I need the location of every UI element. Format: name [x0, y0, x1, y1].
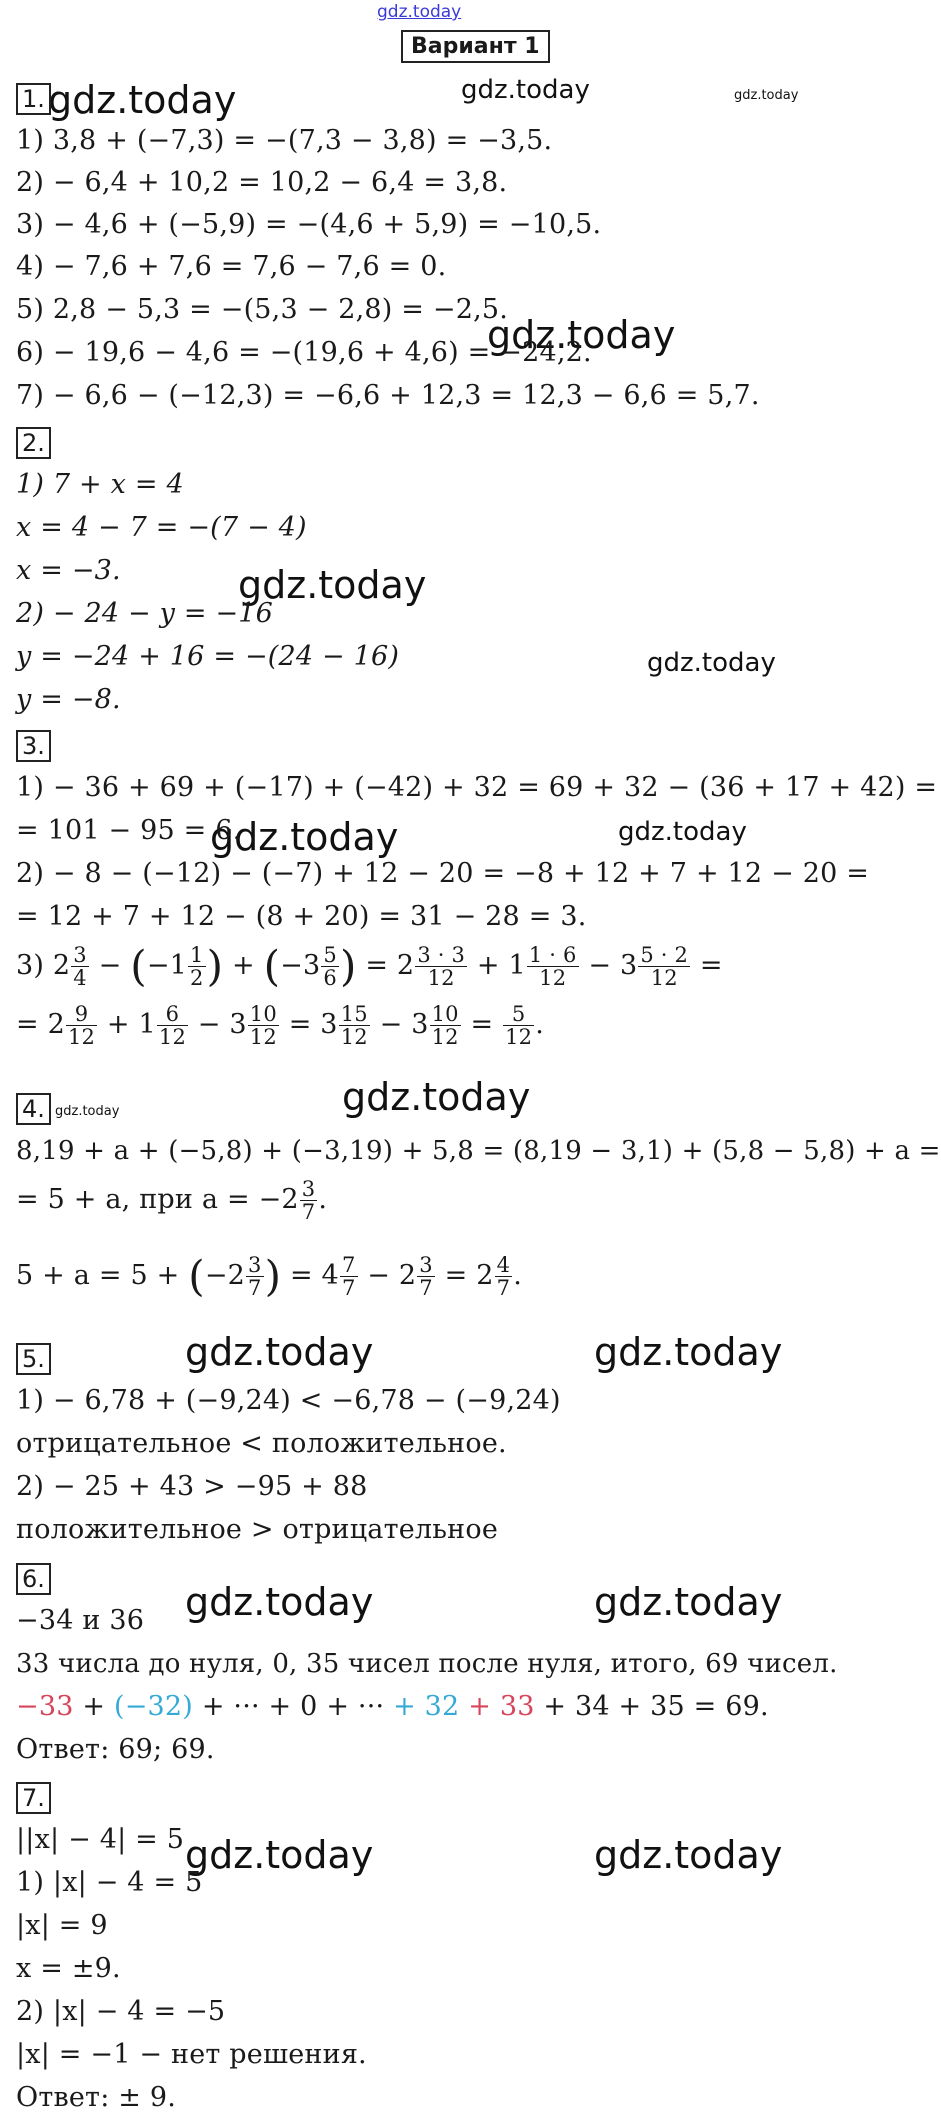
- solution-line: 2) − 6,4 + 10,2 = 10,2 − 6,4 = 3,8.: [16, 167, 508, 198]
- numerator: 3: [419, 1253, 433, 1277]
- solution-line: = 101 − 95 = 6.: [16, 815, 242, 846]
- watermark: gdz.today: [238, 563, 427, 607]
- denominator: 4: [73, 966, 87, 990]
- watermark: gdz.today: [734, 88, 799, 103]
- text-fragment: = 2: [356, 950, 415, 981]
- solution-line: 4) − 7,6 + 7,6 = 7,6 − 7,6 = 0.: [16, 251, 447, 282]
- solution-line: 2) − 25 + 43 > −95 + 88: [16, 1471, 368, 1502]
- fraction-line: 3) 2 $\frac{3}{4}$ − (−1 $\frac{1}{2}$ ) + (−3 $\frac{5}{6}$ ) = 2 $\frac{3 \cdot 3}{12}$ + 1 $\frac{1 \cdot 6}{12}$ − 3 $\frac{5 \cdot 2}{12}$ =: [16, 941, 723, 991]
- denominator: 7: [248, 1276, 262, 1300]
- watermark: gdz.today: [48, 78, 237, 122]
- text-fragment: .: [535, 1009, 545, 1040]
- text-fragment: −3: [280, 950, 321, 981]
- solution-line: 1) |x| − 4 = 5: [16, 1867, 203, 1898]
- fraction: [66, 1003, 97, 1048]
- denominator: 2: [190, 966, 204, 990]
- fraction: [495, 1254, 513, 1299]
- denominator: 7: [496, 1276, 511, 1300]
- solution-line: x = 4 − 7 = −(7 − 4): [16, 512, 307, 543]
- solution-line: ||x| − 4| = 5: [16, 1824, 185, 1855]
- solution-line: 1) 3,8 + (−7,3) = −(7,3 − 3,8) = −3,5.: [16, 125, 553, 156]
- task-number: 7.: [16, 1782, 51, 1814]
- numerator: 10: [249, 1002, 277, 1026]
- text-fragment: − 2: [358, 1260, 417, 1291]
- denominator: 12: [340, 1025, 368, 1049]
- watermark: gdz.today: [461, 75, 590, 105]
- watermark: gdz.today: [185, 1330, 374, 1374]
- task-number: 1.: [16, 83, 51, 115]
- denominator: 12: [67, 1025, 96, 1049]
- variant-title: Вариант 1: [401, 30, 550, 63]
- numerator: 1 · 6: [528, 943, 577, 967]
- solution-line: положительное > отрицательное: [16, 1514, 499, 1545]
- fraction: [300, 1178, 318, 1223]
- solution-line: |x| = 9: [16, 1910, 108, 1941]
- answer-line: Ответ: 69; 69.: [16, 1734, 215, 1765]
- numerator: 3: [301, 1177, 316, 1201]
- denominator: 7: [341, 1276, 356, 1300]
- solution-line: 1) 7 + x = 4: [16, 469, 184, 500]
- denominator: 12: [249, 1025, 277, 1049]
- task-number: 6.: [16, 1563, 51, 1595]
- solution-line: x = ±9.: [16, 1953, 121, 1984]
- fraction: [430, 1003, 461, 1048]
- solution-line: 1) − 6,78 + (−9,24) < −6,78 − (−9,24): [16, 1385, 561, 1416]
- text-fragment: = 2: [435, 1260, 494, 1291]
- numerator: 7: [341, 1253, 356, 1277]
- fraction: [340, 1254, 358, 1299]
- task-number: 3.: [16, 730, 51, 762]
- text-fragment: + 1: [98, 1009, 156, 1040]
- numerator: 15: [340, 1002, 368, 1026]
- fraction: [638, 944, 690, 989]
- fraction: [321, 944, 339, 989]
- task-number: 2.: [16, 427, 51, 459]
- text-fragment: −: [89, 950, 131, 981]
- text-fragment: − 3: [370, 1009, 429, 1040]
- watermark: gdz.today: [618, 817, 747, 847]
- fraction: [527, 944, 579, 989]
- fraction: [248, 1003, 279, 1048]
- solution-line: 5) 2,8 − 5,3 = −(5,3 − 2,8) = −2,5.: [16, 294, 509, 325]
- numerator: 5: [323, 943, 337, 967]
- watermark: gdz.today: [647, 648, 776, 678]
- solution-line: 33 числа до нуля, 0, 35 чисел после нуля, итого, 69 чисел.: [16, 1649, 838, 1679]
- watermark: gdz.today: [594, 1330, 783, 1374]
- solution-line: 2) − 8 − (−12) − (−7) + 12 − 20 = −8 + 12 + 7 + 12 − 20 =: [16, 858, 870, 889]
- text-fragment: − 3: [579, 950, 638, 981]
- solution-line: 6) − 19,6 − 4,6 = −(19,6 + 4,6) = −24,2.: [16, 337, 592, 368]
- solution-line: y = −8.: [16, 684, 121, 715]
- text-fragment: + 1: [468, 950, 526, 981]
- solution-line: 7) − 6,6 − (−12,3) = −6,6 + 12,3 = 12,3 − 6,6 = 5,7.: [16, 380, 760, 411]
- denominator: 7: [419, 1276, 433, 1300]
- denominator: 12: [427, 966, 455, 990]
- denominator: 12: [539, 966, 567, 990]
- text-fragment: .: [318, 1184, 328, 1215]
- denominator: 6: [323, 966, 337, 990]
- text-fragment: +: [73, 1691, 114, 1722]
- numerator: 1: [190, 943, 204, 967]
- solution-line: −34 и 36: [16, 1605, 145, 1636]
- colored-sum-line: [16, 1689, 769, 1725]
- watermark: gdz.today: [594, 1580, 783, 1624]
- fraction: [157, 1003, 188, 1048]
- text-fragment: −33: [16, 1691, 74, 1722]
- text-fragment: + ··· + 0 + ···: [193, 1691, 394, 1722]
- fraction: [503, 1003, 534, 1048]
- answer-line: Ответ: ± 9.: [16, 2082, 177, 2113]
- numerator: 3 · 3: [417, 943, 466, 967]
- text-fragment: + 32: [393, 1691, 460, 1722]
- text-fragment: = 3: [279, 1009, 338, 1040]
- fraction: [415, 944, 467, 989]
- header-watermark: gdz.today: [377, 2, 462, 22]
- watermark: gdz.today: [487, 313, 676, 357]
- watermark: gdz.today: [185, 1833, 374, 1877]
- numerator: 3: [248, 1253, 262, 1277]
- numerator: 10: [431, 1002, 459, 1026]
- task-number: 5.: [16, 1343, 51, 1375]
- text-fragment: − 3: [189, 1009, 247, 1040]
- numerator: 9: [66, 1003, 97, 1026]
- text-fragment: 5 + a = 5 +: [16, 1260, 189, 1291]
- text-fragment: =: [691, 950, 723, 981]
- solution-line: отрицательное < положительное.: [16, 1428, 507, 1459]
- solution-line: x = −3.: [16, 555, 121, 586]
- text-fragment: .: [513, 1260, 522, 1291]
- text-fragment: (−32): [113, 1691, 194, 1722]
- fraction: [188, 944, 206, 989]
- text-fragment: −1: [146, 950, 188, 981]
- watermark: gdz.today: [55, 1104, 120, 1119]
- numerator: 5: [503, 1003, 534, 1026]
- solution-line: 2) − 24 − y = −16: [16, 598, 274, 629]
- text-fragment: + 34 + 35 = 69.: [534, 1691, 769, 1722]
- fraction: [339, 1003, 370, 1048]
- fraction-line: [16, 1003, 544, 1048]
- watermark: gdz.today: [185, 1580, 374, 1624]
- watermark: gdz.today: [342, 1075, 531, 1119]
- solution-line: = 12 + 7 + 12 − (8 + 20) = 31 − 28 = 3.: [16, 901, 587, 932]
- watermark: gdz.today: [594, 1833, 783, 1877]
- solution-line: 1) − 36 + 69 + (−17) + (−42) + 32 = 69 + 32 − (36 + 17 + 42) =: [16, 772, 938, 803]
- text-fragment: =: [461, 1009, 503, 1040]
- solution-line: 2) |x| − 4 = −5: [16, 1996, 226, 2027]
- watermark: gdz.today: [210, 815, 399, 859]
- fraction-line: 5 + a = 5 + (−2 $\frac{3}{7}$ ) = 4 $\frac{7}{7}$ − 2 $\frac{3}{7}$ = 2 $\frac{4}{7}$ .: [16, 1251, 522, 1301]
- denominator: 12: [505, 1025, 533, 1049]
- numerator: 3: [73, 943, 87, 967]
- denominator: 7: [301, 1200, 316, 1224]
- numerator: 6: [157, 1003, 188, 1026]
- numerator: 4: [496, 1253, 511, 1277]
- denominator: 12: [158, 1025, 187, 1049]
- solution-line: 8,19 + a + (−5,8) + (−3,19) + 5,8 = (8,19 − 3,1) + (5,8 − 5,8) + a =: [16, 1136, 941, 1166]
- solution-line: 3) − 4,6 + (−5,9) = −(4,6 + 5,9) = −10,5.: [16, 209, 602, 240]
- fraction: [246, 1254, 264, 1299]
- task-number: 4.: [16, 1093, 51, 1125]
- text-fragment: = 4: [281, 1260, 339, 1291]
- text-fragment: = 2: [16, 1009, 65, 1040]
- solution-line: y = −24 + 16 = −(24 − 16): [16, 641, 400, 672]
- text-fragment: + 33: [459, 1691, 535, 1722]
- text-fragment: +: [223, 950, 264, 981]
- fraction-line: [16, 1178, 327, 1223]
- text-fragment: = 5 + a, при a = −2: [16, 1184, 299, 1215]
- text-fragment: −2: [204, 1260, 246, 1291]
- fraction: [71, 944, 89, 989]
- denominator: 12: [650, 966, 678, 990]
- solution-line: |x| = −1 − нет решения.: [16, 2039, 367, 2070]
- denominator: 12: [431, 1025, 459, 1049]
- numerator: 5 · 2: [640, 943, 689, 967]
- text-fragment: 3) 2: [16, 950, 71, 981]
- fraction: [417, 1254, 435, 1299]
